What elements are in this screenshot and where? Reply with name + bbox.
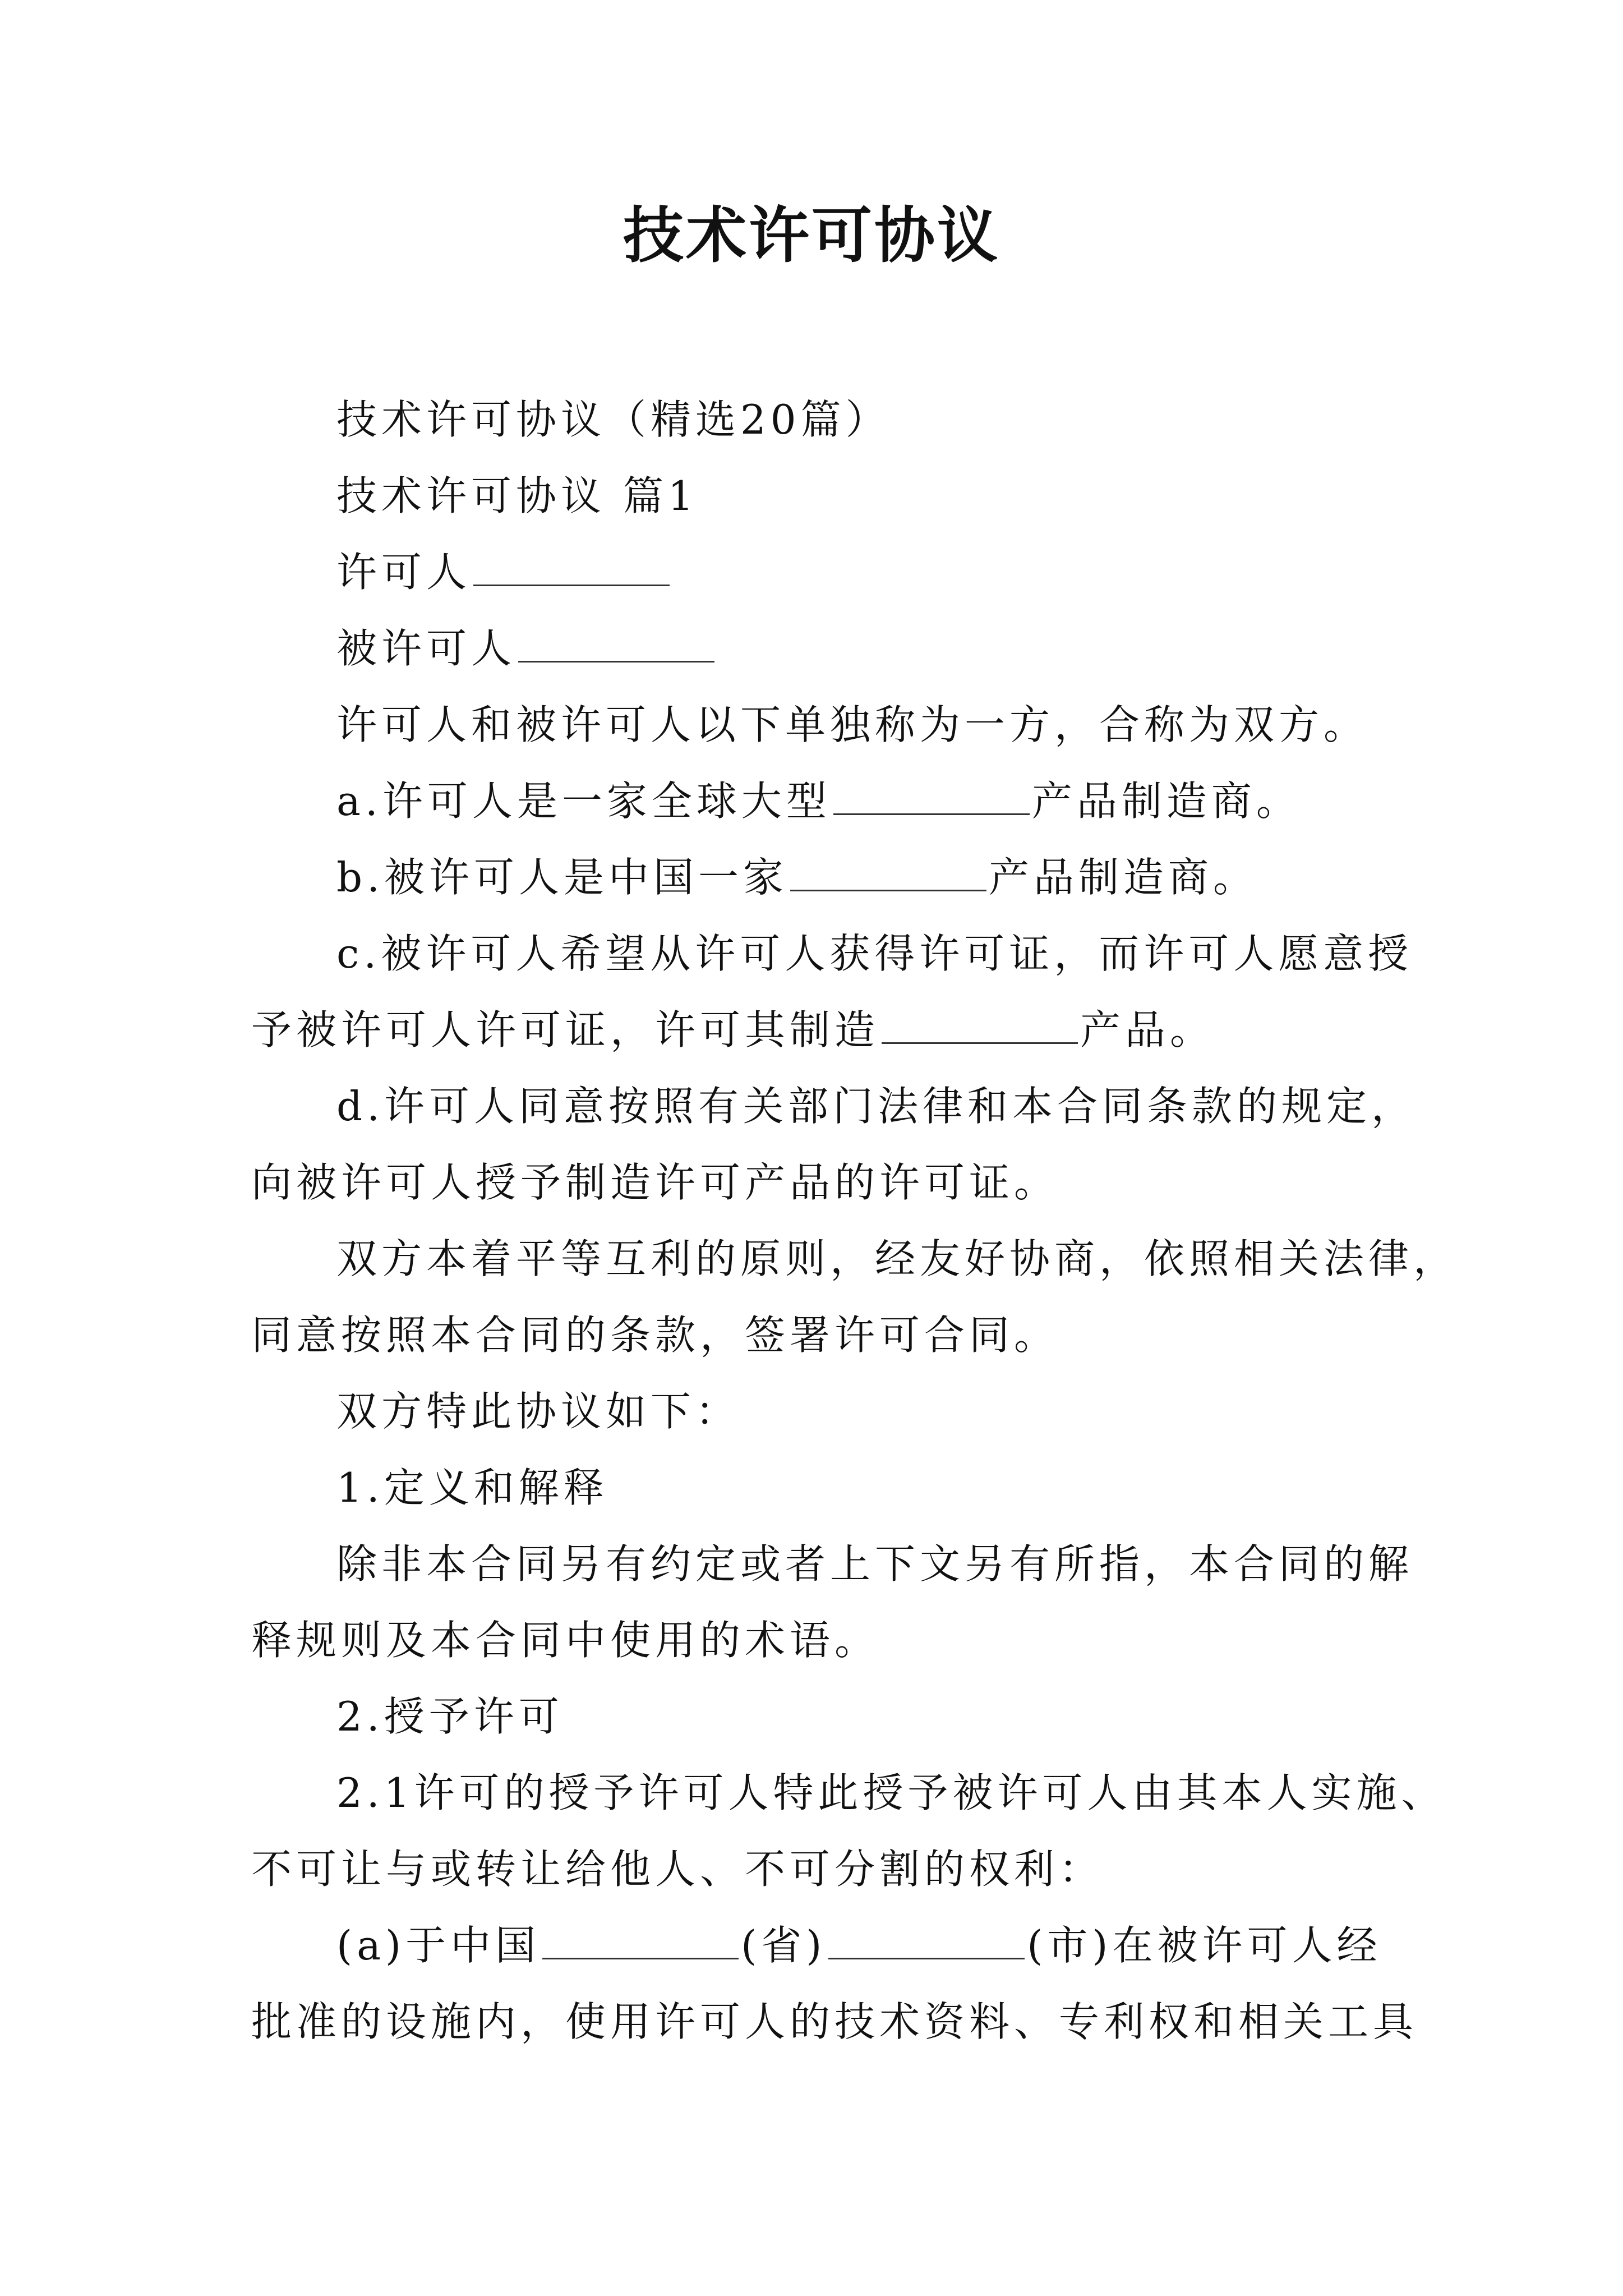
paragraph-text: 批准的设施内，使用许可人的技术资料、专利权和相关工具 [251,1998,1418,2045]
fill-in-blank [473,552,670,586]
paragraph-text-middle: (省) [741,1922,827,1969]
paragraph [251,1221,1459,1297]
section-heading-text: 1.定义和解释 [336,1464,608,1511]
paragraph [251,1831,1390,1907]
paragraph [251,1984,1418,2060]
paragraph-text-before: b.被许可人是中国一家 [336,854,788,901]
fill-in-blank [518,628,714,662]
licensor-field [251,534,1390,610]
paragraph [251,915,1413,992]
paragraph [251,1755,1446,1831]
paragraph [251,992,1390,1068]
section-heading [251,1678,1390,1755]
paragraph-text-after: 产品制造商。 [1031,777,1301,825]
paragraph [251,1373,1390,1450]
paragraph-text: 不可让与或转让给他人、不可分割的权利： [251,1846,1104,1893]
field-label: 许可人 [336,549,472,596]
paragraph-text-before: (a)于中国 [336,1922,541,1969]
paragraph-text: 技术许可协议（精选20篇） [336,396,891,443]
paragraph-text: 除非本合同另有约定或者上下文另有所指，本合同的解 [336,1540,1414,1588]
paragraph [251,1602,1390,1678]
paragraph-text: d.许可人同意按照有关部门法律和本合同条款的规定， [336,1083,1416,1130]
paragraph [251,1297,1390,1373]
paragraph-text: 向被许可人授予制造许可产品的许可证。 [251,1159,1059,1206]
paragraph-text: 释规则及本合同中使用的术语。 [251,1617,880,1664]
paragraph-text-after: 产品制造商。 [988,854,1258,901]
document-body [251,381,1459,2060]
paragraph [251,687,1390,763]
paragraph-text: c.被许可人希望从许可人获得许可证，而许可人愿意授 [336,930,1413,977]
paragraph-text: 许可人和被许可人以下单独称为一方，合称为双方。 [336,701,1369,748]
section-heading-text: 2.授予许可 [336,1693,564,1740]
paragraph [251,763,1390,839]
paragraph-text-before: a.许可人是一家全球大型 [336,777,831,825]
fill-in-blank [828,1925,1025,1959]
section-heading [251,1450,1390,1526]
fill-in-blank [882,1010,1078,1044]
paragraph [251,458,1390,534]
paragraph [251,839,1390,915]
paragraph-text: 技术许可协议 篇1 [336,472,698,519]
paragraph [251,1144,1390,1221]
paragraph [251,1526,1414,1602]
licensee-field [251,610,1390,687]
fill-in-blank [542,1925,739,1959]
paragraph-text: 双方特此协议如下： [336,1388,741,1435]
document-title: 技术许可协议 [623,200,1000,271]
paragraph-text: 同意按照本合同的条款，签署许可合同。 [251,1312,1059,1359]
paragraph-text: 双方本着平等互利的原则，经友好协商，依照相关法律， [336,1235,1459,1282]
fill-in-blank [790,857,986,891]
paragraph-text-before: 予被许可人许可证，许可其制造 [251,1006,880,1053]
paragraph [251,1068,1416,1144]
paragraph [251,1907,1390,1984]
field-label: 被许可人 [336,625,517,672]
paragraph [251,381,1390,458]
paragraph-text: 2.1许可的授予许可人特此授予被许可人由其本人实施、 [336,1769,1446,1816]
paragraph-text-after: (市)在被许可人经 [1027,1922,1382,1969]
fill-in-blank [833,781,1030,815]
paragraph-text-after: 产品。 [1080,1006,1215,1053]
